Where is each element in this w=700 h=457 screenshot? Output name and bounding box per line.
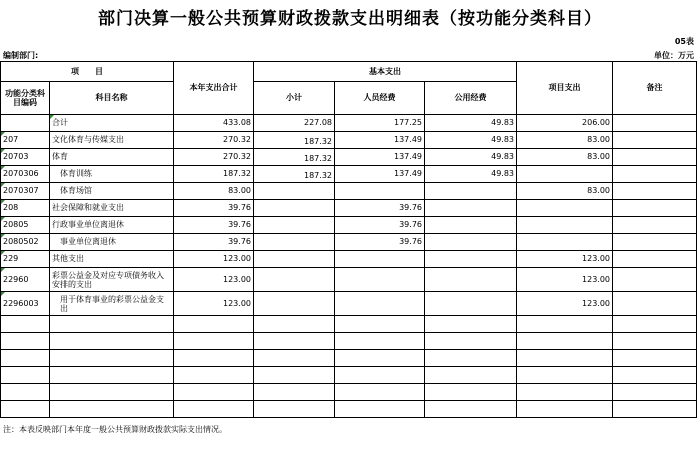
cell-project [517, 200, 613, 217]
cell-public [425, 183, 517, 200]
cell-name: 社会保障和就业支出 [50, 200, 174, 217]
header-basic: 基本支出 [254, 62, 517, 82]
cell-code: 208 [1, 200, 50, 217]
cell-code: 20805 [1, 217, 50, 234]
cell-subtotal: 187.32 [254, 149, 335, 166]
cell-remark [613, 166, 697, 183]
cell-public: 49.83 [425, 149, 517, 166]
footnote: 注：本表反映部门本年度一般公共预算财政拨款实际支出情况。 [3, 425, 227, 434]
cell-public [425, 292, 517, 316]
table-row [1, 115, 697, 132]
header-public: 公用经费 [425, 82, 517, 115]
empty-row [1, 367, 697, 384]
cell-total: 83.00 [174, 183, 254, 200]
header-remark: 备注 [613, 62, 697, 115]
cell-name: 文化体育与传媒支出 [50, 132, 174, 149]
cell-subtotal [254, 200, 335, 217]
cell-public [425, 234, 517, 251]
cell-remark [613, 234, 697, 251]
cell-total: 39.76 [174, 200, 254, 217]
cell-code: 207 [1, 132, 50, 149]
table-row [1, 234, 697, 251]
cell-project: 83.00 [517, 183, 613, 200]
expenditure-table [0, 61, 697, 418]
cell-project: 83.00 [517, 132, 613, 149]
cell-personnel: 137.49 [335, 132, 425, 149]
cell-code: 2296003 [1, 292, 50, 316]
cell-personnel: 137.49 [335, 149, 425, 166]
header-project: 项目支出 [517, 62, 613, 115]
cell-name: 行政事业单位离退休 [50, 217, 174, 234]
table-row [1, 292, 697, 316]
cell-subtotal [254, 234, 335, 251]
cell-personnel [335, 251, 425, 268]
cell-personnel: 39.76 [335, 200, 425, 217]
table-code: 05表 [674, 37, 694, 46]
page-title: 部门决算一般公共预算财政拨款支出明细表（按功能分类科目） [98, 9, 602, 29]
cell-total: 270.32 [174, 149, 254, 166]
cell-total: 187.32 [174, 166, 254, 183]
cell-personnel: 177.25 [335, 115, 425, 132]
cell-name: 事业单位离退休 [50, 234, 174, 251]
cell-total: 123.00 [174, 251, 254, 268]
cell-code: 20703 [1, 149, 50, 166]
cell-remark [613, 217, 697, 234]
cell-code: 229 [1, 251, 50, 268]
cell-total: 39.76 [174, 234, 254, 251]
cell-subtotal [254, 183, 335, 200]
table-row [1, 268, 697, 292]
header-subtotal: 小计 [254, 82, 335, 115]
header-name: 科目名称 [50, 82, 174, 115]
empty-row [1, 401, 697, 418]
cell-project: 206.00 [517, 115, 613, 132]
cell-project: 123.00 [517, 251, 613, 268]
cell-remark [613, 268, 697, 292]
cell-personnel [335, 268, 425, 292]
cell-subtotal: 187.32 [254, 166, 335, 183]
cell-remark [613, 200, 697, 217]
cell-name: 其他支出 [50, 251, 174, 268]
cell-project [517, 166, 613, 183]
cell-personnel: 137.49 [335, 166, 425, 183]
cell-remark [613, 115, 697, 132]
cell-remark [613, 251, 697, 268]
cell-name: 体育 [50, 149, 174, 166]
table-row [1, 183, 697, 200]
header-item: 项 目 [1, 62, 174, 82]
table-row [1, 149, 697, 166]
cell-project: 123.00 [517, 268, 613, 292]
cell-public [425, 217, 517, 234]
unit-label: 单位：万元 [654, 51, 694, 60]
table-row [1, 166, 697, 183]
cell-personnel [335, 292, 425, 316]
cell-remark [613, 149, 697, 166]
cell-public: 49.83 [425, 166, 517, 183]
cell-public: 49.83 [425, 132, 517, 149]
cell-remark [613, 183, 697, 200]
table-row [1, 132, 697, 149]
table-row [1, 200, 697, 217]
cell-public [425, 251, 517, 268]
cell-code: 22960 [1, 268, 50, 292]
header-personnel: 人员经费 [335, 82, 425, 115]
cell-name: 合计 [50, 115, 174, 132]
cell-subtotal: 187.32 [254, 132, 335, 149]
cell-name: 体育场馆 [50, 183, 174, 200]
cell-personnel [335, 183, 425, 200]
cell-code: 2080502 [1, 234, 50, 251]
cell-personnel: 39.76 [335, 234, 425, 251]
cell-project: 123.00 [517, 292, 613, 316]
cell-remark [613, 132, 697, 149]
cell-public [425, 268, 517, 292]
dept-label: 编制部门: [3, 51, 39, 60]
cell-code: 2070306 [1, 166, 50, 183]
cell-name: 彩票公益金及对应专项债务收入安排的支出 [50, 268, 174, 292]
header-code: 功能分类科目编码 [1, 82, 50, 115]
header-total: 本年支出合计 [174, 62, 254, 115]
cell-project: 83.00 [517, 149, 613, 166]
cell-total: 433.08 [174, 115, 254, 132]
empty-row [1, 316, 697, 333]
cell-remark [613, 292, 697, 316]
cell-name: 体育训练 [50, 166, 174, 183]
table-row [1, 217, 697, 234]
table-row [1, 251, 697, 268]
cell-project [517, 217, 613, 234]
cell-total: 39.76 [174, 217, 254, 234]
cell-total: 123.00 [174, 292, 254, 316]
empty-row [1, 350, 697, 367]
cell-code: 2070307 [1, 183, 50, 200]
cell-personnel: 39.76 [335, 217, 425, 234]
cell-subtotal [254, 292, 335, 316]
cell-subtotal [254, 217, 335, 234]
cell-subtotal [254, 268, 335, 292]
cell-public: 49.83 [425, 115, 517, 132]
cell-project [517, 234, 613, 251]
cell-subtotal [254, 251, 335, 268]
cell-subtotal: 227.08 [254, 115, 335, 132]
cell-name: 用于体育事业的彩票公益金支出 [50, 292, 174, 316]
cell-public [425, 200, 517, 217]
cell-total: 123.00 [174, 268, 254, 292]
cell-total: 270.32 [174, 132, 254, 149]
cell-code [1, 115, 50, 132]
empty-row [1, 384, 697, 401]
empty-row [1, 333, 697, 350]
